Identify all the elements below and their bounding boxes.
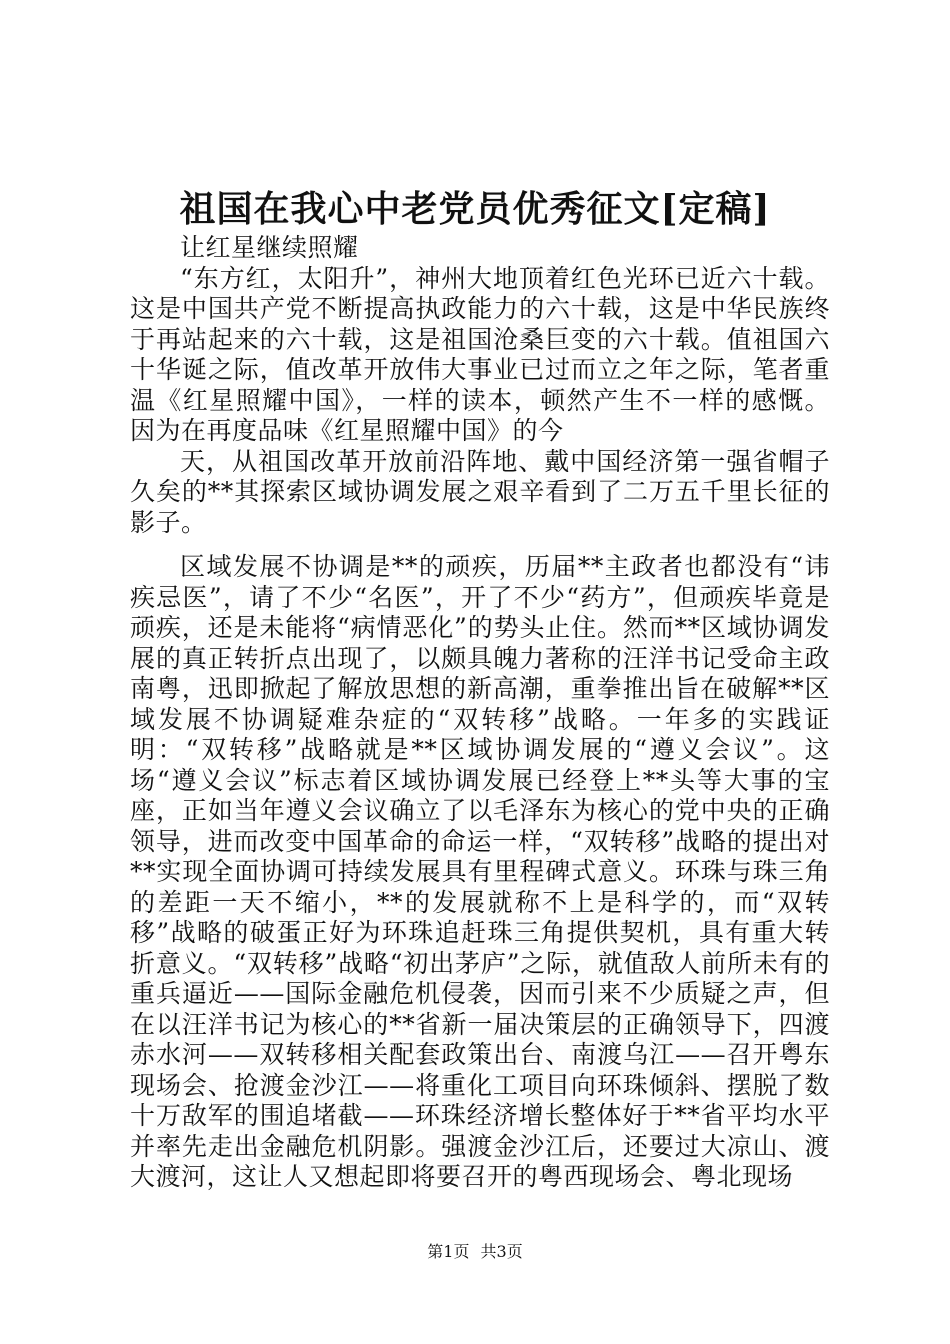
page-number: 第1页 (427, 1242, 470, 1261)
page-footer (0, 1242, 950, 1262)
page-total: 共3页 (480, 1242, 523, 1261)
paragraph-intro: “东方红，太阳升”，神州大地顶着红色光环已近六十载。这是中国共产党不断提高执政能力的六十载，这是中华民族终于再站起来的六十载，这是祖国沧桑巨变的六十载。值祖国六十华诞之际，值改革开放伟大事业已过而立之年之际，笔者重温《红星照耀中国》，一样的读本，顿然产生不一样的感慨。因为在再度品味《红星照耀中国》的今 (130, 263, 830, 445)
document-title: 祖国在我心中老党员优秀征文[定稿] (179, 188, 771, 230)
paragraph-continuation: 天，从祖国改革开放前沿阵地、戴中国经济第一强省帽子久矣的**其探索区域协调发展之艰辛看到了二万五千里长征的影子。 (130, 446, 830, 537)
document-body (130, 233, 830, 1193)
paragraph-main: 区域发展不协调是**的顽疾，历届**主政者也都没有“讳疾忌医”，请了不少“名医”，开了不少“药方”，但顽疾毕竟是顽疾，还是未能将“病情恶化”的势头止住。然而**区域协调发展的真正转折点出现了，以颇具魄力著称的汪洋书记受命主政南粤，迅即掀起了解放思想的新高潮，重拳推出旨在破解**区域发展不协调疑难杂症的“双转移”战略。一年多的实践证明：“双转移”战略就是**区域协调发展的“遵义会议”。这场“遵义会议”标志着区域协调发展已经登上**头等大事的宝座，正如当年遵义会议确立了以毛泽东为核心的党中央的正确领导，进而改变中国革命的命运一样，“双转移”战略的提出对**实现全面协调可持续发展具有里程碑式意义。环珠与珠三角的差距一天不缩小，**的发展就称不上是科学的，而“双转移”战略的破蛋正好为环珠追赶珠三角提供契机，具有重大转折意义。“双转移”战略“初出茅庐”之际，就值敌人前所未有的重兵逼近——国际金融危机侵袭，因而引来不少质疑之声，但在以汪洋书记为核心的**省新一届决策层的正确领导下，四渡赤水河——双转移相关配套政策出台、南渡乌江——召开粤东现场会、抢渡金沙江——将重化工项目向环珠倾斜、摆脱了数十万敌军的围追堵截——环珠经济增长整体好于**省平均水平并率先走出金融危机阴影。强渡金沙江后，还要过大凉山、渡大渡河，这让人又想起即将要召开的粤西现场会、粤北现场 (130, 552, 830, 1191)
paragraph-subtitle: 让红星继续照耀 (180, 233, 359, 262)
